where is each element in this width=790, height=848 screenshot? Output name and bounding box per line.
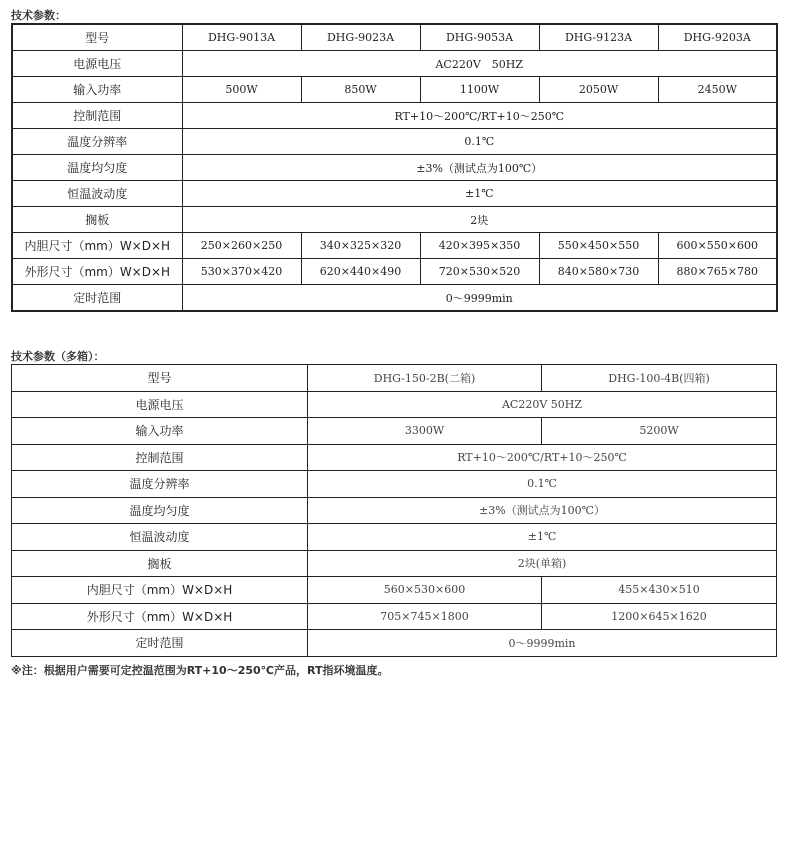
table-row	[12, 418, 777, 445]
table-row	[12, 365, 777, 392]
table-row	[12, 603, 777, 630]
fluctuation-label: 恒温波动度	[12, 181, 182, 207]
table-row	[12, 391, 777, 418]
shelf-label: 搁板	[12, 550, 308, 577]
power-label: 输入功率	[12, 77, 182, 103]
uniformity-label: 温度均匀度	[12, 497, 308, 524]
table-row	[12, 103, 777, 129]
power-value: 500W	[182, 77, 301, 103]
model-cell: DHG-9053A	[420, 24, 539, 51]
outer-size-value: 620×440×490	[301, 259, 420, 285]
power-value: 850W	[301, 77, 420, 103]
table-row	[12, 550, 777, 577]
resolution-label: 温度分辨率	[12, 471, 308, 498]
uniformity-value: ±3%（测试点为100℃）	[308, 497, 777, 524]
shelf-value: 2块	[182, 207, 777, 233]
table-row	[12, 524, 777, 551]
voltage-label: 电源电压	[12, 391, 308, 418]
outer-size-value: 720×530×520	[420, 259, 539, 285]
model-label: 型号	[12, 24, 182, 51]
table-row	[12, 51, 777, 77]
model-cell: DHG-150-2B(二箱)	[308, 365, 542, 392]
control-value: RT+10～200℃/RT+10～250℃	[182, 103, 777, 129]
model-cell: DHG-9203A	[658, 24, 777, 51]
table-row	[12, 577, 777, 604]
timer-label: 定时范围	[12, 285, 182, 312]
table-row	[12, 285, 777, 312]
table-row	[12, 444, 777, 471]
inner-size-value: 250×260×250	[182, 233, 301, 259]
resolution-label: 温度分辨率	[12, 129, 182, 155]
table-row	[12, 77, 777, 103]
table-row	[12, 181, 777, 207]
spec-table-single	[11, 23, 778, 312]
power-label: 输入功率	[12, 418, 308, 445]
model-cell: DHG-9123A	[539, 24, 658, 51]
control-value: RT+10～200℃/RT+10～250℃	[308, 444, 777, 471]
power-value: 2050W	[539, 77, 658, 103]
shelf-value: 2块(单箱)	[308, 550, 777, 577]
control-label: 控制范围	[12, 444, 308, 471]
model-cell: DHG-100-4B(四箱)	[542, 365, 777, 392]
uniformity-value: ±3%（测试点为100℃）	[182, 155, 777, 181]
inner-size-label: 内胆尺寸（mm）W×D×H	[12, 577, 308, 604]
shelf-label: 搁板	[12, 207, 182, 233]
outer-size-value: 1200×645×1620	[542, 603, 777, 630]
inner-size-value: 550×450×550	[539, 233, 658, 259]
voltage-value: AC220V 50HZ	[182, 51, 777, 77]
model-label: 型号	[12, 365, 308, 392]
uniformity-label: 温度均匀度	[12, 155, 182, 181]
outer-size-value: 840×580×730	[539, 259, 658, 285]
spec-table-multi	[11, 364, 777, 657]
outer-size-value: 530×370×420	[182, 259, 301, 285]
power-value: 3300W	[308, 418, 542, 445]
outer-size-value: 880×765×780	[658, 259, 777, 285]
power-value: 5200W	[542, 418, 777, 445]
timer-value: 0～9999min	[182, 285, 777, 312]
table-row	[12, 207, 777, 233]
voltage-value: AC220V 50HZ	[308, 391, 777, 418]
resolution-value: 0.1℃	[308, 471, 777, 498]
table-row	[12, 233, 777, 259]
inner-size-value: 560×530×600	[308, 577, 542, 604]
table-row	[12, 259, 777, 285]
fluctuation-value: ±1℃	[308, 524, 777, 551]
inner-size-value: 340×325×320	[301, 233, 420, 259]
control-label: 控制范围	[12, 103, 182, 129]
footnote: ※注：根据用户需要可定控温范围为RT+10～250℃产品，RT指环境温度。	[11, 664, 389, 677]
power-value: 1100W	[420, 77, 539, 103]
table-row	[12, 630, 777, 657]
power-value: 2450W	[658, 77, 777, 103]
table-row	[12, 497, 777, 524]
table-row	[12, 24, 777, 51]
fluctuation-label: 恒温波动度	[12, 524, 308, 551]
fluctuation-value: ±1℃	[182, 181, 777, 207]
inner-size-label: 内胆尺寸（mm）W×D×H	[12, 233, 182, 259]
voltage-label: 电源电压	[12, 51, 182, 77]
timer-value: 0～9999min	[308, 630, 777, 657]
outer-size-label: 外形尺寸（mm）W×D×H	[12, 259, 182, 285]
table-row	[12, 155, 777, 181]
outer-size-label: 外形尺寸（mm）W×D×H	[12, 603, 308, 630]
inner-size-value: 455×430×510	[542, 577, 777, 604]
section1-title: 技术参数：	[11, 9, 66, 22]
resolution-value: 0.1℃	[182, 129, 777, 155]
model-cell: DHG-9013A	[182, 24, 301, 51]
timer-label: 定时范围	[12, 630, 308, 657]
inner-size-value: 420×395×350	[420, 233, 539, 259]
table-row	[12, 129, 777, 155]
table-row	[12, 471, 777, 498]
inner-size-value: 600×550×600	[658, 233, 777, 259]
outer-size-value: 705×745×1800	[308, 603, 542, 630]
model-cell: DHG-9023A	[301, 24, 420, 51]
section2-title: 技术参数（多箱）：	[11, 350, 105, 363]
